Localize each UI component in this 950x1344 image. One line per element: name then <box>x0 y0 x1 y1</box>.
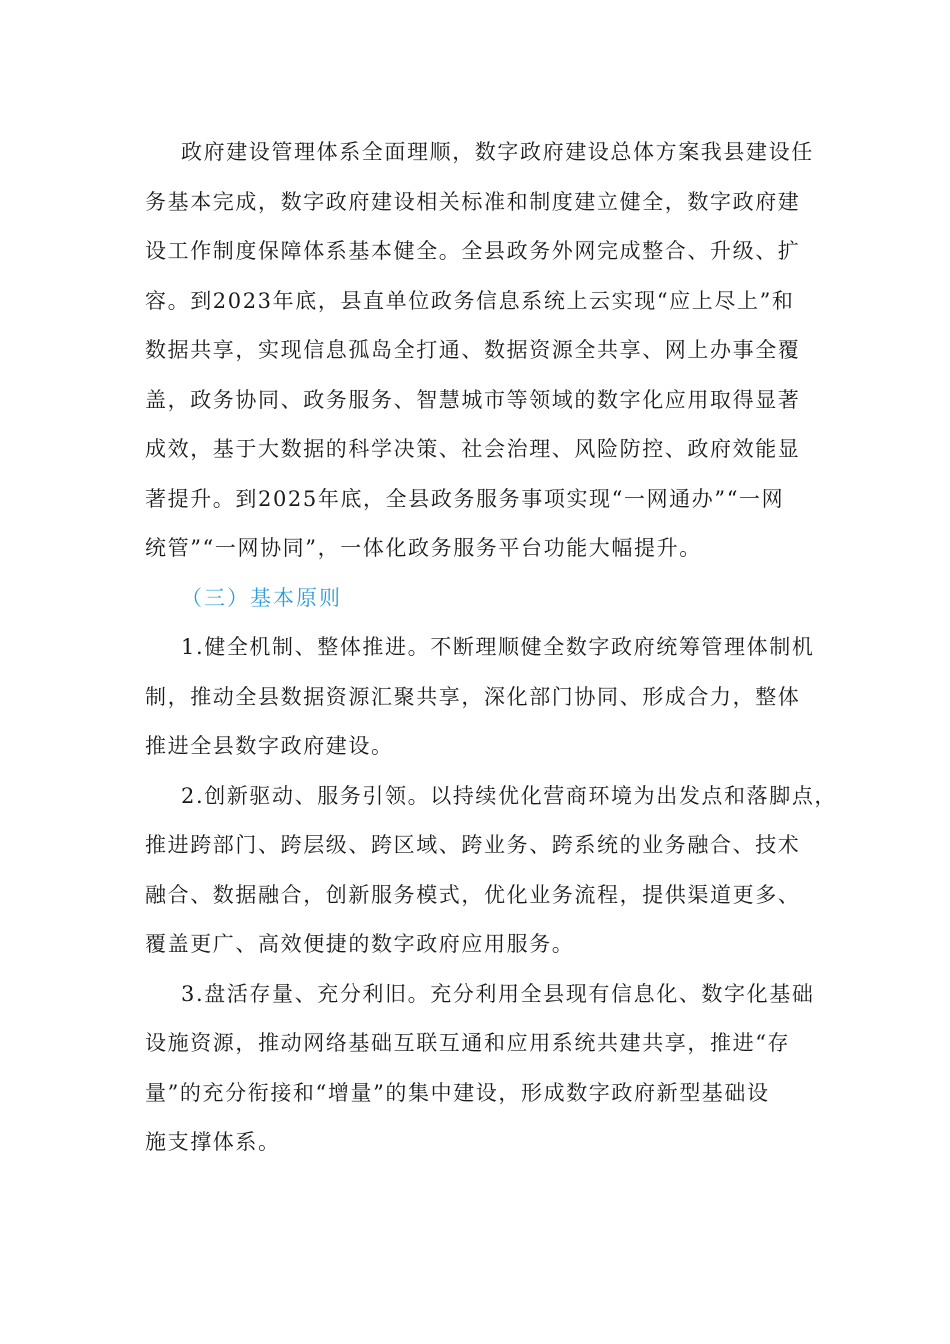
document-body <box>145 128 838 1168</box>
paragraph-line: 覆盖更广、高效便捷的数字政府应用服务。 <box>145 932 575 956</box>
principle-1 <box>145 623 815 772</box>
section-heading: （三）基本原则 <box>181 585 342 610</box>
paragraph-intro <box>145 128 814 574</box>
paragraph-line: 成效，基于大数据的科学决策、社会治理、风险防控、政府效能显 <box>145 437 801 461</box>
paragraph-line: 推进跨部门、跨层级、跨区域、跨业务、跨系统的业务融合、技术 <box>145 833 801 857</box>
paragraph-line: 量”的充分衔接和“增量”的集中建设，形成数字政府新型基础设 <box>145 1080 770 1105</box>
principle-2 <box>145 772 838 970</box>
paragraph-line: 施支撑体系。 <box>145 1130 281 1154</box>
paragraph-line: 统管”“一网协同”，一体化政务服务平台功能大幅提升。 <box>145 536 702 560</box>
paragraph-line: 设施资源，推动网络基础互联互通和应用系统共建共享，推进“存 <box>145 1031 791 1055</box>
paragraph-line: 设工作制度保障体系基本健全。全县政务外网完成整合、升级、扩 <box>145 239 801 263</box>
paragraph-line: 容。到2023年底，县直单位政务信息系统上云实现“应上尽上”和 <box>145 288 795 313</box>
paragraph-line: 务基本完成，数字政府建设相关标准和制度建立健全，数字政府建 <box>145 189 801 214</box>
paragraph-line: 1.健全机制、整体推进。不断理顺健全数字政府统筹管理体制机 <box>181 635 815 659</box>
paragraph-line: 融合、数据融合，创新服务模式，优化业务流程，提供渠道更多、 <box>145 882 801 907</box>
paragraph-line: 3.盘活存量、充分利旧。充分利用全县现有信息化、数字化基础 <box>181 981 815 1006</box>
paragraph-line: 2.创新驱动、服务引领。以持续优化营商环境为出发点和落脚点， <box>181 783 838 808</box>
paragraph-line: 盖，政务协同、政务服务、智慧城市等领域的数字化应用取得显著 <box>145 387 801 412</box>
paragraph-line: 制，推动全县数据资源汇聚共享，深化部门协同、形成合力，整体 <box>145 684 801 709</box>
paragraph-line: 著提升。到2025年底，全县政务服务事项实现“一网通办”“一网 <box>145 486 785 511</box>
paragraph-line: 数据共享，实现信息孤岛全打通、数据资源全共享、网上办事全覆 <box>145 338 801 362</box>
paragraph-line: 政府建设管理体系全面理顺，数字政府建设总体方案我县建设任 <box>181 140 814 164</box>
principle-3 <box>145 970 815 1168</box>
paragraph-line: 推进全县数字政府建设。 <box>145 734 394 758</box>
